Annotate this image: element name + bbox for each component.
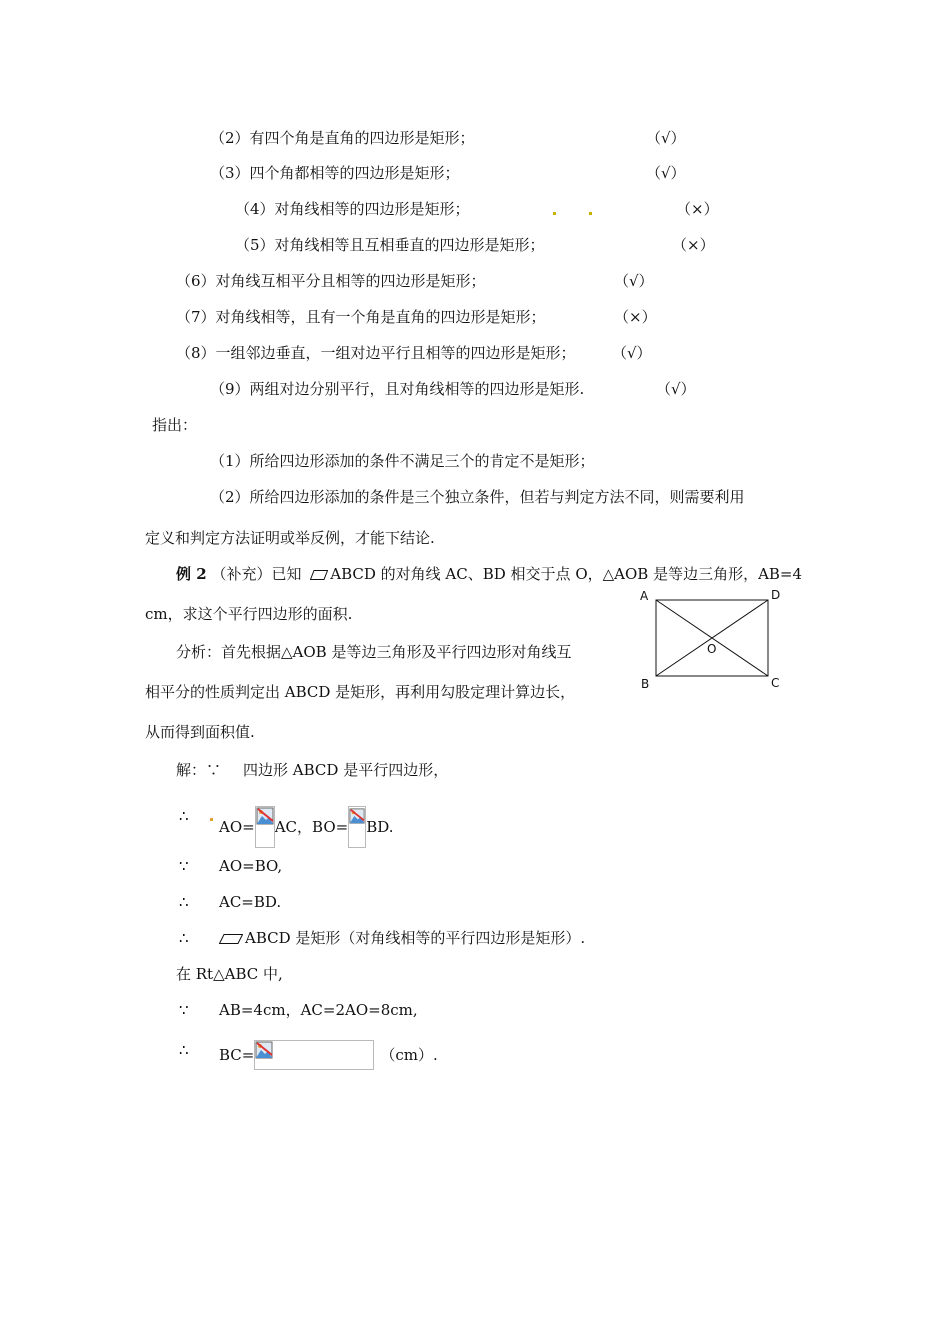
solution-line-1 <box>176 760 448 780</box>
pointout-p1: （1）所给四边形添加的条件不满足三个的肯定不是矩形； <box>210 452 595 470</box>
parallelogram-icon <box>219 934 243 944</box>
pointout-p2b: 定义和判定方法证明或举反例，才能下结论. <box>145 529 435 547</box>
pointout-heading: 指出： <box>152 416 198 434</box>
solution-bd: BD. <box>366 818 394 836</box>
broken-image-icon <box>256 807 274 825</box>
item-2-text: （2）有四个角是直角的四边形是矩形； <box>210 129 475 147</box>
vertex-label-c: C <box>771 676 780 690</box>
analysis-line-1: 分析：首先根据△AOB 是等边三角形及平行四边形对角线互 <box>176 643 572 661</box>
item-9-text: （9）两组对边分别平行，且对角线相等的四边形是矩形. <box>210 380 585 398</box>
item-6-text: （6）对角线互相平分且相等的四边形是矩形； <box>176 272 486 290</box>
solution-given: 四边形 ABCD 是平行四边形， <box>243 761 449 779</box>
solution-line-4: AC=BD. <box>219 893 282 911</box>
item-4-mark: （×） <box>676 200 719 218</box>
item-5-mark: （×） <box>672 236 715 254</box>
solution-line-8 <box>219 1040 438 1070</box>
item-3-mark: （√） <box>646 164 686 182</box>
solution-conclusion: ABCD 是矩形（对角线相等的平行四边形是矩形）. <box>245 929 586 947</box>
solution-because-1: 解：∵ <box>176 761 222 779</box>
decorative-dot <box>589 212 592 215</box>
example-line-1 <box>176 564 802 584</box>
solution-line-3-sym: ∵ <box>179 857 189 875</box>
solution-line-2-sym: ∴ <box>179 807 189 825</box>
analysis-line-3: 从而得到面积值. <box>145 723 255 741</box>
solution-bc: BC= <box>219 1046 255 1064</box>
rectangle-diagram <box>632 586 792 690</box>
analysis-line-2: 相平分的性质判定出 ABCD 是矩形，再利用勾股定理计算边长， <box>145 683 576 701</box>
example-line-2: cm，求这个平行四边形的面积. <box>145 605 353 623</box>
item-2-mark: （√） <box>646 129 686 147</box>
broken-image-icon <box>255 1041 273 1059</box>
example-label: 例 2 <box>176 565 207 583</box>
fraction-image-placeholder <box>255 806 275 848</box>
example-intro: （补充）已知 <box>211 565 302 583</box>
broken-image-icon <box>349 807 365 825</box>
fraction-image-placeholder <box>348 806 366 848</box>
pointout-p2a: （2）所给四边形添加的条件是三个独立条件，但若与判定方法不同，则需要利用 <box>210 488 745 506</box>
solution-line-6: 在 Rt△ABC 中, <box>176 965 283 983</box>
decorative-dot <box>553 212 556 215</box>
solution-line-5 <box>219 928 585 948</box>
item-4-text: （4）对角线相等的四边形是矩形； <box>235 200 470 218</box>
parallelogram-icon <box>310 570 328 580</box>
item-9-mark: （√） <box>656 380 696 398</box>
item-7-text: （7）对角线相等，且有一个角是直角的四边形是矩形； <box>176 308 546 326</box>
solution-line-2 <box>219 806 393 848</box>
vertex-label-a: A <box>640 589 649 603</box>
item-8-text: （8）一组邻边垂直，一组对边平行且相等的四边形是矩形； <box>176 344 576 362</box>
solution-ao: AO= <box>219 818 255 836</box>
item-3-text: （3）四个角都相等的四边形是矩形； <box>210 164 460 182</box>
solution-line-5-sym: ∴ <box>179 929 189 947</box>
item-7-mark: （×） <box>614 308 657 326</box>
item-5-text: （5）对角线相等且互相垂直的四边形是矩形； <box>235 236 545 254</box>
solution-line-3: AO=BO, <box>219 857 283 875</box>
solution-line-7-sym: ∵ <box>179 1001 189 1019</box>
vertex-label-b: B <box>641 677 650 690</box>
solution-unit: （cm）. <box>380 1046 438 1064</box>
example-given: ABCD 的对角线 AC、BD 相交于点 O，△AOB 是等边三角形，AB=4 <box>330 565 803 583</box>
item-8-mark: （√） <box>612 344 652 362</box>
solution-line-4-sym: ∴ <box>179 893 189 911</box>
solution-line-8-sym: ∴ <box>179 1041 189 1059</box>
item-6-mark: （√） <box>614 272 654 290</box>
vertex-label-d: D <box>771 588 781 602</box>
center-label-o: O <box>707 642 717 656</box>
solution-ac-bo: AC，BO= <box>274 818 349 836</box>
formula-image-placeholder <box>254 1040 374 1070</box>
decorative-dot <box>210 818 213 821</box>
solution-line-7: AB=4cm，AC=2AO=8cm, <box>219 1001 418 1019</box>
